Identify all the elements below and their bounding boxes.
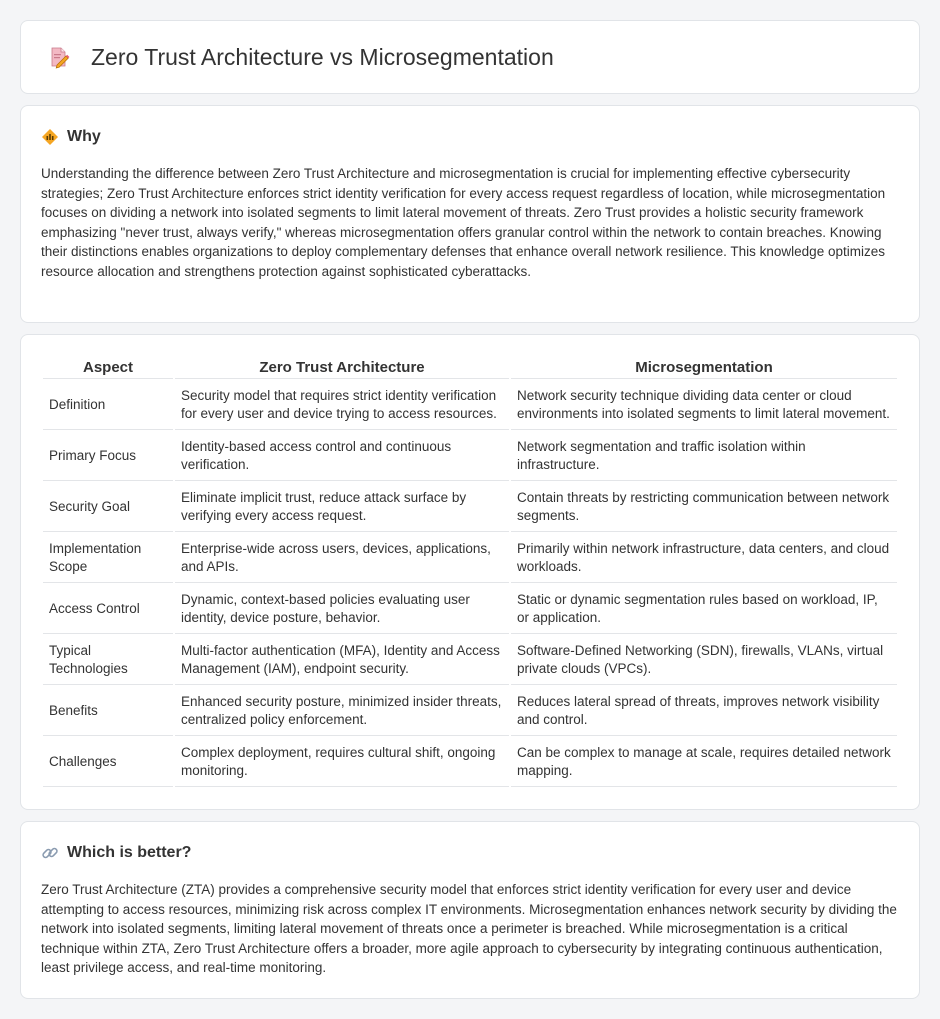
zero-trust-cell: Eliminate implicit trust, reduce attack surface by verifying every access request. xyxy=(175,483,509,532)
aspect-cell: Security Goal xyxy=(43,483,173,532)
better-title: Which is better? xyxy=(67,844,192,861)
microsegmentation-cell: Static or dynamic segmentation rules based on workload, IP, or application. xyxy=(511,585,897,634)
zero-trust-cell: Dynamic, context-based policies evaluating user identity, device posture, behavior. xyxy=(175,585,509,634)
header-aspect: Aspect xyxy=(43,355,173,379)
which-is-better-section xyxy=(20,821,920,999)
zero-trust-cell: Multi-factor authentication (MFA), Identity and Access Management (IAM), endpoint security. xyxy=(175,636,509,685)
comparison-card xyxy=(20,334,920,810)
better-text: Zero Trust Architecture (ZTA) provides a comprehensive security model that enforces strict identity verification for every user and device attempting to access resources, minimizing risk across complex IT environments. Microsegmentation enhances network security by dividing the network into isolated segments, limiting lateral movement of threats once a perimeter is breached. While microsegmentation is a critical technique within ZTA, Zero Trust Architecture offers a broader, more agile approach to cybersecurity by integrating continuous authentication, least privilege access, and real-time monitoring. xyxy=(41,882,897,975)
title-card xyxy=(20,20,920,94)
page-title: Zero Trust Architecture vs Microsegmentation xyxy=(91,43,554,70)
why-header xyxy=(41,128,899,146)
zero-trust-cell: Enterprise-wide across users, devices, applications, and APIs. xyxy=(175,534,509,583)
aspect-cell: Implementation Scope xyxy=(43,534,173,583)
zero-trust-cell: Enhanced security posture, minimized insider threats, centralized policy enforcement. xyxy=(175,687,509,736)
why-text: Understanding the difference between Zero Trust Architecture and microsegmentation is crucial for implementing effective cybersecurity strategies; Zero Trust Architecture enforces strict identity verification for every access request regardless of location, while microsegmentation focuses on dividing a network into isolated segments to limit lateral movement of threats. Zero Trust provides a holistic security framework emphasizing "never trust, always verify," whereas microsegmentation offers granular control within the network to contain breaches. Knowing their distinctions enables organizations to deploy complementary defenses that enhance overall network resilience. This knowledge optimizes resource allocation and strengthens protection against sophisticated cyberattacks. xyxy=(41,166,886,279)
table-row xyxy=(43,585,897,634)
header-zero-trust: Zero Trust Architecture xyxy=(175,355,509,379)
better-header xyxy=(41,844,899,862)
microsegmentation-cell: Software-Defined Networking (SDN), firewalls, VLANs, virtual private clouds (VPCs). xyxy=(511,636,897,685)
microsegmentation-cell: Primarily within network infrastructure, data centers, and cloud workloads. xyxy=(511,534,897,583)
aspect-cell: Challenges xyxy=(43,738,173,787)
comparison-table xyxy=(41,353,899,789)
microsegmentation-cell: Network security technique dividing data center or cloud environments into isolated segments to limit lateral movement. xyxy=(511,381,897,430)
aspect-cell: Typical Technologies xyxy=(43,636,173,685)
microsegmentation-cell: Network segmentation and traffic isolation within infrastructure. xyxy=(511,432,897,481)
microsegmentation-cell: Reduces lateral spread of threats, improves network visibility and control. xyxy=(511,687,897,736)
table-row xyxy=(43,432,897,481)
link-icon xyxy=(41,844,59,862)
aspect-cell: Access Control xyxy=(43,585,173,634)
table-row xyxy=(43,636,897,685)
document-pencil-icon xyxy=(47,45,71,69)
table-row xyxy=(43,738,897,787)
aspect-cell: Definition xyxy=(43,381,173,430)
aspect-cell: Benefits xyxy=(43,687,173,736)
zero-trust-cell: Complex deployment, requires cultural shift, ongoing monitoring. xyxy=(175,738,509,787)
table-row xyxy=(43,381,897,430)
table-row xyxy=(43,687,897,736)
microsegmentation-cell: Contain threats by restricting communication between network segments. xyxy=(511,483,897,532)
why-section xyxy=(20,105,920,323)
diamond-signal-icon xyxy=(41,128,59,146)
why-title: Why xyxy=(67,128,101,145)
table-row xyxy=(43,534,897,583)
table-row xyxy=(43,483,897,532)
zero-trust-cell: Security model that requires strict identity verification for every user and device trying to access resources. xyxy=(175,381,509,430)
table-header-row xyxy=(43,355,897,379)
header-microsegmentation: Microsegmentation xyxy=(511,355,897,379)
microsegmentation-cell: Can be complex to manage at scale, requires detailed network mapping. xyxy=(511,738,897,787)
zero-trust-cell: Identity-based access control and continuous verification. xyxy=(175,432,509,481)
aspect-cell: Primary Focus xyxy=(43,432,173,481)
